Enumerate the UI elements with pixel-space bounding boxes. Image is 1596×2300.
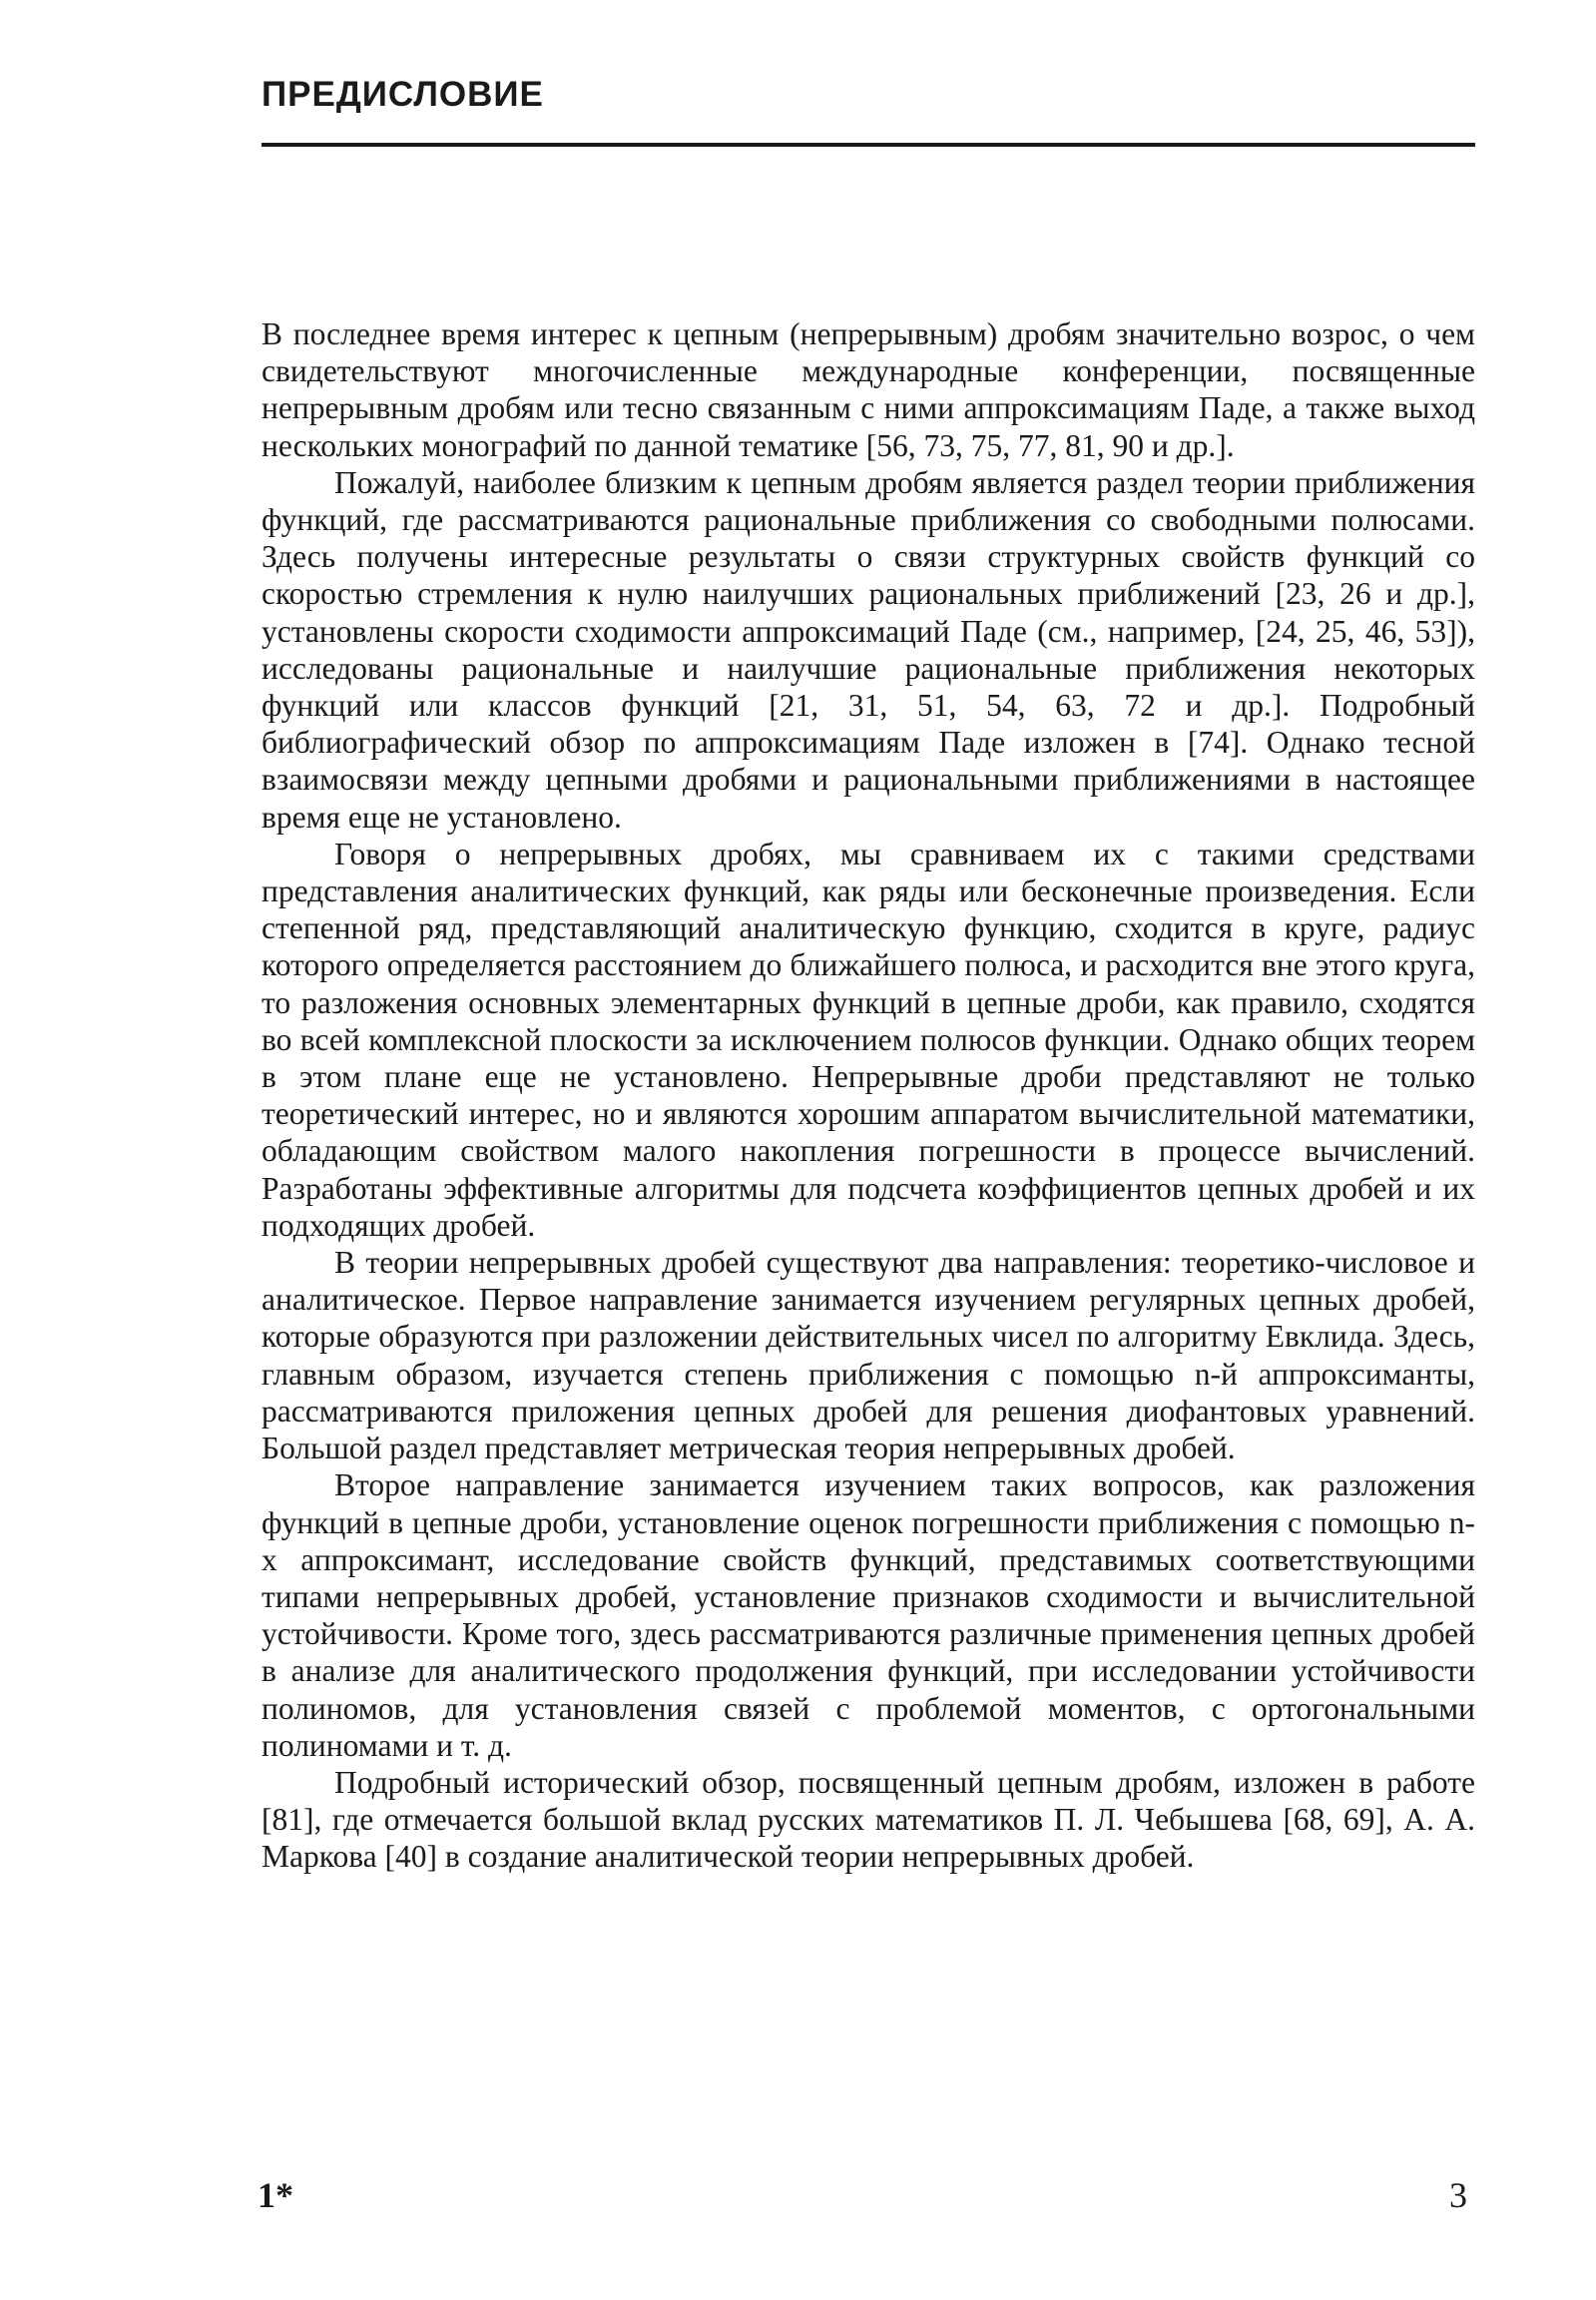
paragraph-5: Второе направление занимается изучением таких вопросов, как разложения функций в цепные дроби, установление оценок погрешности приближения с помощью n-х аппроксимант, исследование свойств функций, представимых соответствующими типами непрерывных дробей, установление признаков сходимости и вычислительной устойчивости. Кроме того, здесь рассматриваются различные применения цепных дробей в анализе для аналитического продолжения функций, при исследовании устойчивости полиномов, для установления связей с проблемой моментов, с ортогональными полиномами и т. д. <box>262 1467 1475 1763</box>
paragraph-2: Пожалуй, наиболее близким к цепным дробям является раздел теории приближения функций, где рассматриваются рациональные приближения со свободными полюсами. Здесь получены интересные результаты о связи структурных свойств функций со скоростью стремления к нулю наилучших рациональных приближений [23, 26 и др.], установлены скорости сходимости аппроксимаций Паде (см., например, [24, 25, 46, 53]), исследованы рациональные и наилучшие рациональные приближения некоторых функций или классов функций [21, 31, 51, 54, 63, 72 и др.]. Подробный библиографический обзор по аппроксимациям Паде изложен в [74]. Однако тесной взаимосвязи между цепными дробями и рациональными приближениями в настоящее время еще не установлено. <box>262 464 1475 835</box>
page-heading: ПРЕДИСЛОВИЕ <box>262 75 544 114</box>
paragraph-6: Подробный исторический обзор, посвященный цепным дробям, изложен в работе [81], где отмечается большой вклад русских математиков П. Л. Чебышева [68, 69], А. А. Маркова [40] в создание аналитической теории непрерывных дробей. <box>262 1764 1475 1875</box>
paragraph-3: Говоря о непрерывных дробях, мы сравниваем их с такими средствами представления аналитических функций, как ряды или бесконечные произведения. Если степенной ряд, представляющий аналитическую функцию, сходится в круге, радиус которого определяется расстоянием до ближайшего полюса, и расходится вне этого круга, то разложения основных элементарных функций в цепные дроби, как правило, сходятся во всей комплексной плоскости за исключением полюсов функции. Однако общих теорем в этом плане еще не установлено. Непрерывные дроби представляют не только теоретический интерес, но и являются хорошим аппаратом вычислительной математики, обладающим свойством малого накопления погрешности в процессе вычислений. Разработаны эффективные алгоритмы для подсчета коэффициентов цепных дробей и их подходящих дробей. <box>262 836 1475 1243</box>
body-text <box>262 315 1475 1876</box>
paragraph-1: В последнее время интерес к цепным (непрерывным) дробям значительно возрос, о чем свидетельствуют многочисленные международные конференции, посвященные непрерывным дробям или тесно связанным с ними аппроксимациям Паде, а также выход нескольких монографий по данной тематике [56, 73, 75, 77, 81, 90 и др.]. <box>262 316 1475 463</box>
paragraph-4: В теории непрерывных дробей существуют два направления: теоретико-числовое и аналитическое. Первое направление занимается изучением регулярных цепных дробей, которые образуются при разложении действительных чисел по алгоритму Евклида. Здесь, главным образом, изучается степень приближения с помощью n-й аппроксиманты, рассматриваются приложения цепных дробей для решения диофантовых уравнений. Большой раздел представляет метрическая теория непрерывных дробей. <box>262 1245 1475 1466</box>
heading-rule <box>262 143 1475 147</box>
signature-mark: 1* <box>258 2175 293 2215</box>
page-number: 3 <box>1449 2175 1467 2215</box>
